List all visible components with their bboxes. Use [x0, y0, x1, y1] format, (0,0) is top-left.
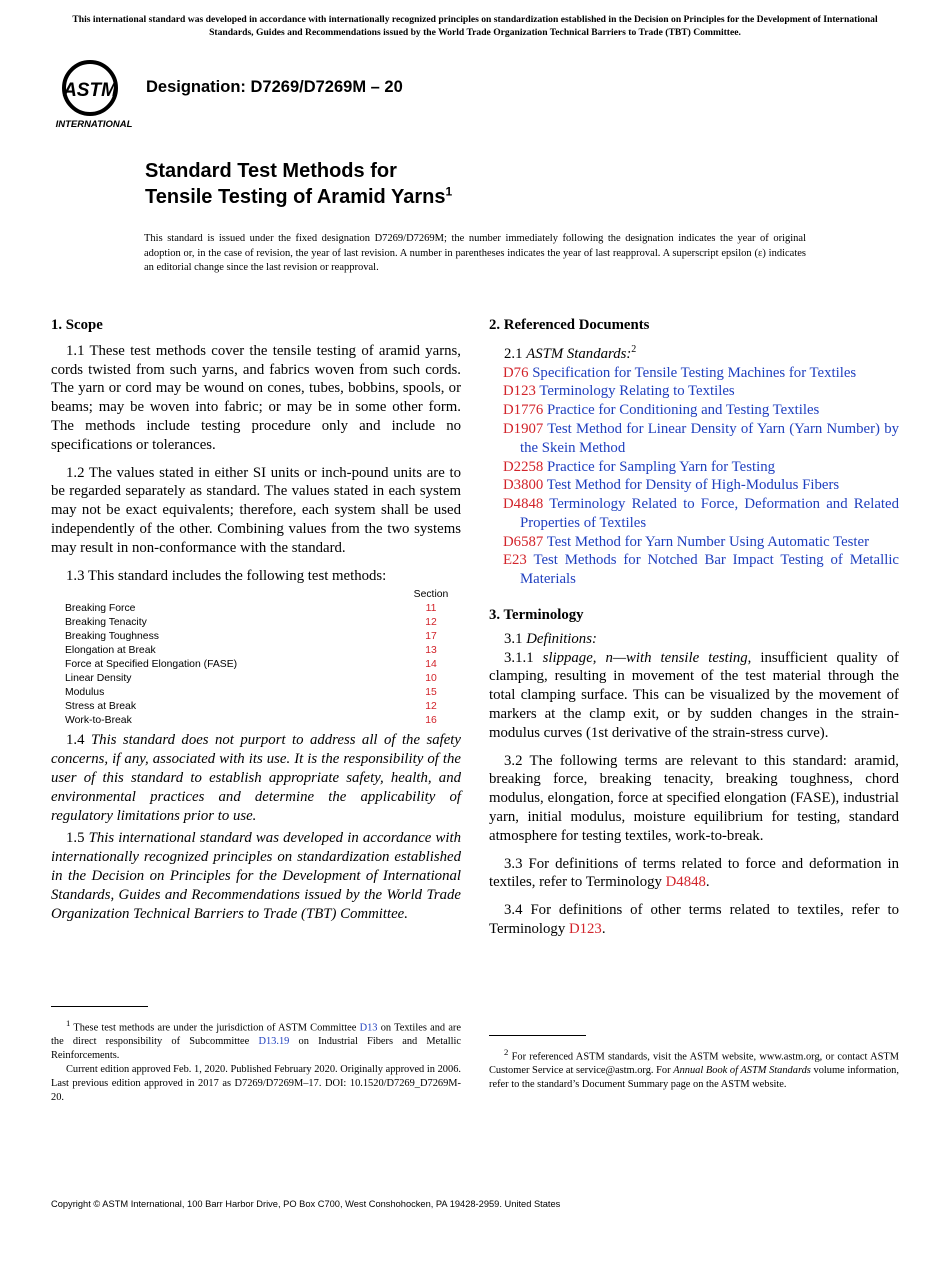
reference-title-link[interactable]: Specification for Tensile Testing Machines for Textiles — [532, 364, 857, 381]
reference-title-link[interactable]: Test Methods for Notched Bar Impact Testing of Metallic Materials — [520, 552, 899, 588]
method-name: Breaking Toughness — [65, 631, 159, 643]
reference-item — [489, 401, 899, 420]
standards-notice: This international standard was developed in accordance with internationally recognized principles on standardization established in the Decision on Principles for the Development of International Standards, Guides and Recommendations issued by the World Trade Organization Technical Barriers to Trade (TBT) Committee. — [72, 14, 878, 38]
method-row — [65, 714, 461, 728]
method-name: Work-to-Break — [65, 715, 132, 727]
reference-title-link[interactable]: Test Method for Density of High-Modulus Fibers — [546, 477, 840, 494]
footnote-2 — [489, 1045, 899, 1092]
reference-title-link[interactable]: Practice for Sampling Yarn for Testing — [546, 458, 775, 475]
footnote-2-text-b: volume information, refer to the standard’s Document Summary page on the ASTM website. — [489, 1065, 899, 1091]
method-row — [65, 616, 461, 630]
reference-code-link[interactable]: D4848 — [503, 496, 544, 513]
footnote-1-text-c: on Industrial Fibers and Metallic Reinforcements. — [51, 1036, 461, 1062]
method-section-link[interactable]: 11 — [425, 603, 437, 615]
left-column — [51, 316, 461, 923]
slippage-term: slippage, n—with tensile testing — [542, 649, 748, 666]
footnote-1-text-b: on Textiles and are the direct responsibility of Subcommittee — [51, 1022, 462, 1048]
terminology-3-4-text: 3.4 For definitions of other terms related to textiles, refer to Terminology — [489, 902, 899, 938]
method-section-link[interactable]: 12 — [425, 701, 437, 713]
footnote-1-text-a: These test methods are under the jurisdiction of ASTM Committee — [70, 1022, 360, 1034]
footnote-1-mark: 1 — [66, 1018, 71, 1028]
scope-1-5 — [51, 829, 461, 923]
scope-1-3: 1.3 This standard includes the following test methods: — [66, 567, 387, 584]
issued-note: This standard is issued under the fixed designation D7269/D7269M; the number immediately following the designation indicates the year of original adoption or, in the case of revision, the year of last revision. A number in parentheses indicates the year of last reapproval. A superscript epsilon (ε) indicates an editorial change since the last revision or reapproval. — [144, 233, 806, 274]
terminology-3-4-end: . — [601, 921, 606, 938]
scope-heading: 1. Scope — [51, 317, 103, 333]
terminology-3-1-text: Definitions: — [526, 630, 597, 647]
footnote-2-mark: 2 — [504, 1047, 509, 1057]
reference-item — [489, 476, 899, 495]
reference-code-link[interactable]: D76 — [503, 364, 529, 381]
method-name: Breaking Force — [65, 603, 136, 615]
reference-code-link[interactable]: D2258 — [503, 458, 544, 475]
reference-item — [489, 382, 899, 401]
terminology-3-2: 3.2 The following terms are relevant to this standard: aramid, breaking force, breaking tenacity, breaking toughness, chord modulus, elongation, force at specified elongation (FASE), industrial yarn, initial modulus, moisture equilibrium for testing, standard atmosphere for testing textiles, work-to-break. — [489, 752, 899, 844]
method-section-link[interactable]: 14 — [425, 659, 437, 671]
scope-1-4-num: 1.4 — [66, 732, 91, 749]
referenced-heading: 2. Referenced Documents — [489, 317, 650, 333]
method-name: Stress at Break — [65, 701, 137, 713]
terminology-3-1-1 — [489, 649, 899, 743]
scope-1-1: 1.1 These test methods cover the tensile testing of aramid yarns, cords twisted from such yarns, and fabrics woven from such cords. The yarn or cord may be wound on cones, tubes, bobbins, spools, or beams; may be woven into fabric; or may be in some other form. The methods include testing procedure only and include no specifications or tolerances. — [51, 342, 461, 453]
reference-code-link[interactable]: D6587 — [503, 533, 544, 550]
scope-1-2: 1.2 The values stated in either SI units or inch-pound units are to be regarded separately as standard. The values stated in each system may not be exact equivalents; therefore, each system shall be used independently of the other. Combining values from the two systems may result in non-conformance with the standard. — [51, 464, 461, 556]
method-section-link[interactable]: 13 — [425, 645, 437, 657]
method-name: Modulus — [65, 687, 105, 699]
footnote-2-text-a: For referenced ASTM standards, visit the ASTM website, www.astm.org, or contact ASTM Customer Service at service@astm.org. For — [489, 1051, 899, 1077]
terminology-3-1 — [489, 630, 899, 649]
referenced-2-1-footnote-ref: 2 — [631, 343, 637, 355]
method-name: Elongation at Break — [65, 645, 156, 657]
reference-code-link[interactable]: D3800 — [503, 477, 544, 494]
method-name: Linear Density — [65, 673, 132, 685]
method-name: Force at Specified Elongation (FASE) — [65, 659, 238, 671]
method-section-link[interactable]: 16 — [425, 715, 437, 727]
terminology-3-3 — [489, 855, 899, 893]
astm-logo — [54, 58, 134, 132]
reference-title-link[interactable]: Terminology Relating to Textiles — [539, 383, 735, 400]
scope-1-5-text: This international standard was developed in accordance with internationally recognized principles on standardization established in the Decision on Principles for the Development of International Standards, Guides and Recommendations issued by the World Trade Organization Technical Barriers to Trade (TBT) Committee. — [51, 830, 461, 922]
reference-item — [489, 420, 899, 458]
terminology-3-3-text: 3.3 For definitions of terms related to force and deformation in textiles, refer to Terminology — [489, 855, 899, 891]
method-row — [65, 672, 461, 686]
reference-item — [489, 551, 899, 589]
method-row — [65, 644, 461, 658]
referenced-list — [489, 364, 899, 590]
reference-code-link[interactable]: D1907 — [503, 420, 544, 437]
reference-item — [489, 364, 899, 383]
terminology-3-1-1-num: 3.1.1 — [504, 649, 543, 666]
reference-code-link[interactable]: E23 — [503, 552, 527, 569]
document-title — [145, 158, 452, 210]
footnote-2-italic: Annual Book of ASTM Standards — [673, 1065, 811, 1077]
test-methods-table — [65, 588, 461, 728]
method-section-link[interactable]: 12 — [425, 617, 437, 629]
terminology-3-3-link[interactable]: D4848 — [665, 874, 706, 891]
terminology-3-1-num: 3.1 — [504, 630, 527, 647]
title-line-1: Standard Test Methods for — [145, 160, 397, 182]
logo-top-text: ASTM — [63, 80, 117, 101]
method-section-link[interactable]: 17 — [425, 631, 437, 643]
designation: Designation: D7269/D7269M – 20 — [146, 78, 403, 96]
reference-item — [489, 458, 899, 477]
scope-1-5-num: 1.5 — [66, 830, 89, 847]
scope-1-4 — [51, 731, 461, 825]
right-column — [489, 316, 899, 939]
committee-link[interactable]: D13 — [359, 1022, 378, 1034]
method-section-link[interactable]: 10 — [425, 673, 437, 685]
method-row — [65, 686, 461, 700]
method-row — [65, 630, 461, 644]
terminology-3-1-1-text: , insufficient quality of clamping, resulting in movement of the test material through the total clamping surface. This can be visualized by the movement of markers at the clamp exit, or by sudden changes in the strain-modulus curves (1st derivative of the strain-stress curve). — [489, 649, 899, 741]
title-footnote-ref: 1 — [445, 184, 453, 199]
terminology-3-3-end: . — [705, 874, 710, 891]
method-section-link[interactable]: 15 — [425, 687, 437, 699]
logo-bottom-text: INTERNATIONAL — [55, 119, 133, 130]
terminology-heading: 3. Terminology — [489, 607, 584, 624]
reference-code-link[interactable]: D123 — [503, 383, 536, 400]
reference-item — [489, 533, 899, 552]
table-header-section: Section — [413, 589, 449, 601]
footnote-rule-right — [489, 1035, 586, 1036]
copyright: Copyright © ASTM International, 100 Barr Harbor Drive, PO Box C700, West Conshohocken, PA 19428-2959. United States — [51, 1199, 561, 1209]
method-row — [65, 658, 461, 672]
footnote-2-text — [489, 1045, 899, 1092]
method-row — [65, 602, 461, 616]
terminology-3-4-link[interactable]: D123 — [568, 921, 602, 938]
method-row — [65, 700, 461, 714]
referenced-2-1-text: ASTM Standards: — [526, 345, 632, 362]
reference-title-link[interactable]: Test Method for Linear Density of Yarn (Yarn Number) by the Skein Method — [520, 420, 899, 456]
footnote-1-jurisdiction — [51, 1016, 461, 1063]
footnote-1 — [51, 1016, 461, 1105]
referenced-2-1 — [489, 341, 899, 364]
reference-title-link[interactable]: Practice for Conditioning and Testing Textiles — [546, 402, 820, 419]
footnote-rule-left — [51, 1006, 148, 1007]
reference-code-link[interactable]: D1776 — [503, 402, 544, 419]
referenced-2-1-num: 2.1 — [504, 345, 527, 362]
reference-title-link[interactable]: Terminology Related to Force, Deformation and Related Properties of Textiles — [520, 496, 899, 531]
reference-item — [489, 495, 899, 533]
reference-title-link[interactable]: Test Method for Yarn Number Using Automatic Tester — [546, 533, 870, 550]
terminology-3-4 — [489, 901, 899, 939]
subcommittee-link[interactable]: D13.19 — [258, 1036, 290, 1048]
footnote-1-edition: Current edition approved Feb. 1, 2020. Published February 2020. Originally approved in 2006. Last previous edition approved in 2017 as D7269/D7269M–17. DOI: 10.1520/D7269_D7269M-20. — [51, 1064, 461, 1104]
scope-1-4-text: This standard does not purport to address all of the safety concerns, if any, associated with its use. It is the responsibility of the user of this standard to establish appropriate safety, health, and environmental practices and determine the applicability of regulatory limitations prior to use. — [51, 732, 461, 824]
title-line-2: Tensile Testing of Aramid Yarns — [145, 186, 446, 208]
method-name: Breaking Tenacity — [65, 617, 147, 629]
